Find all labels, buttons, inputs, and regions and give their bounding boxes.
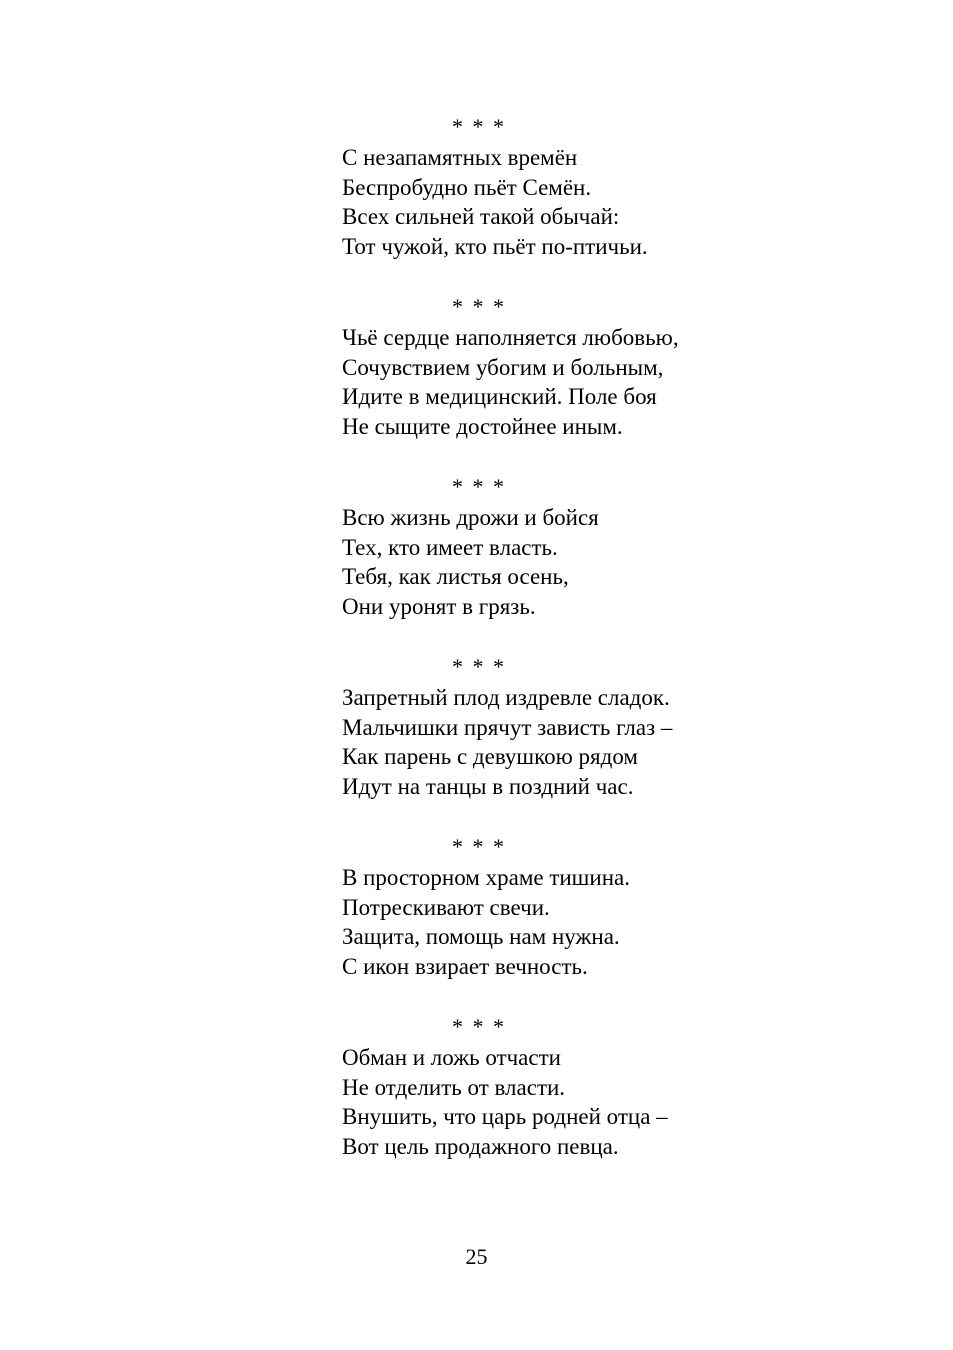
poem-separator: * * * (452, 294, 506, 319)
poem-separator: * * * (452, 114, 506, 139)
poem-line: Всех сильней такой обычай: (342, 204, 620, 229)
poem-line: Идите в медицинский. Поле боя (342, 384, 657, 409)
poem-line: Не отделить от власти. (342, 1074, 566, 1100)
poem-4 (342, 651, 842, 801)
poem-line: Обман и ложь отчасти (342, 1045, 561, 1070)
poem-6 (342, 1011, 842, 1161)
poem-2 (342, 291, 842, 441)
poem-line: С незапамятных времён (342, 145, 578, 170)
poem-line: Не сыщите достойнее иным. (342, 413, 623, 439)
poem-line: Всю жизнь дрожи и бойся (342, 505, 599, 530)
poem-separator: * * * (452, 474, 506, 499)
poem-separator: * * * (452, 1014, 506, 1039)
poem-line: Сочувствием убогим и больным, (342, 354, 664, 380)
poem-line: Мальчишки прячут зависть глаз – (342, 714, 673, 740)
poem-3 (342, 471, 842, 621)
poem-line: Чьё сердце наполняется любовью, (342, 325, 679, 350)
poem-line: Потрескивают свечи. (342, 894, 550, 920)
poem-line: Запретный плод издревле сладок. (342, 685, 670, 710)
poem-line: Защита, помощь нам нужна. (342, 924, 620, 949)
poem-line: Беспробудно пьёт Семён. (342, 174, 592, 200)
poem-line: Они уронят в грязь. (342, 593, 536, 619)
poem-5 (342, 831, 842, 981)
poem-line: Как парень с девушкою рядом (342, 744, 638, 769)
poem-line: Вот цель продажного певца. (342, 1133, 619, 1159)
poem-separator: * * * (452, 654, 506, 679)
poem-line: Тебя, как листья осень, (342, 564, 569, 589)
poem-separator: * * * (452, 834, 506, 859)
poem-1 (342, 111, 842, 261)
page-number: 25 (465, 1244, 488, 1269)
poem-line: Тех, кто имеет власть. (342, 534, 558, 560)
poem-line: В просторном храме тишина. (342, 865, 630, 890)
poem-line: Внушить, что царь родней отца – (342, 1104, 668, 1129)
poem-line: Идут на танцы в поздний час. (342, 773, 634, 799)
poem-line: Тот чужой, кто пьёт по-птичьи. (342, 233, 648, 259)
poem-collection (342, 111, 842, 1161)
poem-line: С икон взирает вечность. (342, 953, 588, 979)
